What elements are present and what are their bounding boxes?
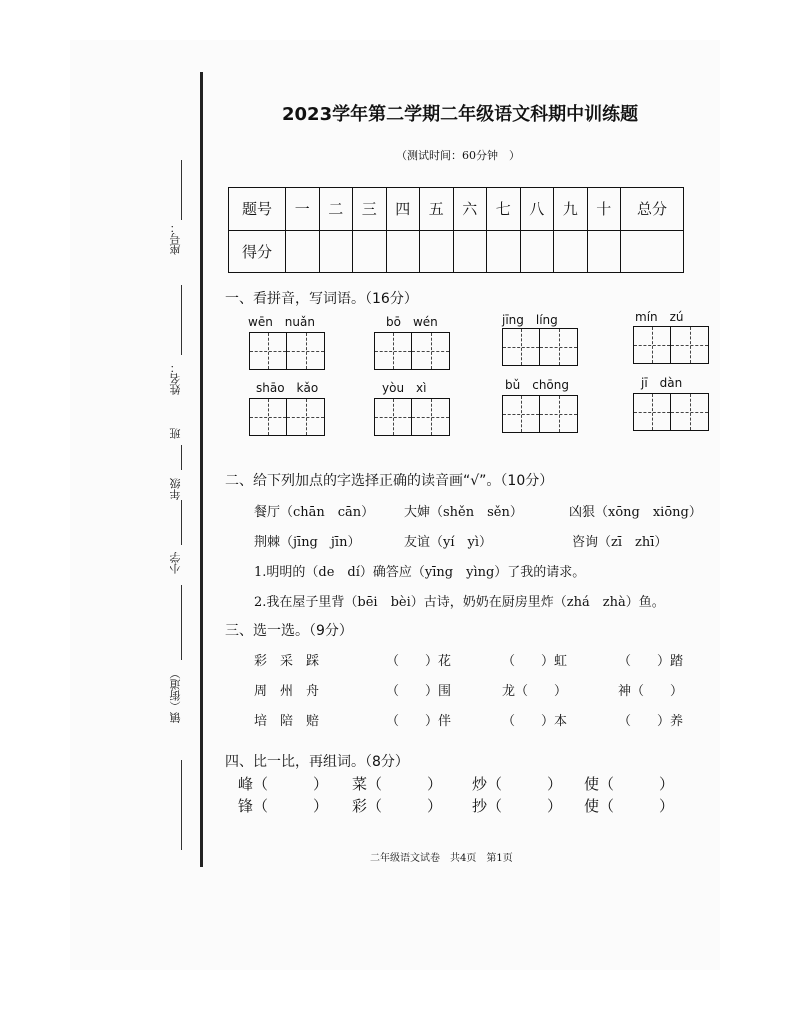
writing-grid[interactable]	[633, 326, 709, 364]
score-cell[interactable]	[386, 230, 420, 273]
writing-grid[interactable]	[249, 398, 325, 436]
score-cell[interactable]	[487, 230, 521, 273]
school-label: 小学	[169, 552, 182, 574]
section1-heading: 一、看拼音，写词语。（16分）	[225, 291, 418, 307]
score-cell[interactable]	[353, 230, 387, 273]
writing-grid[interactable]	[502, 395, 578, 433]
reading-sentence[interactable]: 2.我在屋子里背（bēi bèi）古诗，奶奶在厨房里炸（zhá zhà）鱼。	[254, 595, 665, 610]
score-row-label: 得分	[229, 230, 286, 273]
writing-grid[interactable]	[374, 398, 450, 436]
grade-label: 年级	[169, 478, 182, 500]
writing-grid[interactable]	[633, 393, 709, 431]
choice-blank[interactable]: （ ）伴	[386, 714, 452, 729]
choice-blank[interactable]: （ ）踏	[618, 654, 684, 669]
section2-heading: 二、给下列加点的字选择正确的读音画“√”。（10分）	[225, 473, 554, 489]
pinyin-label: wēn nuǎn	[248, 315, 315, 329]
word-blank[interactable]: 彩（ ）	[352, 797, 443, 815]
score-header-cell: 三	[353, 188, 387, 231]
score-header-row	[229, 188, 684, 231]
choice-chars: 培 陪 赔	[254, 714, 320, 729]
pinyin-label: jīng líng	[502, 313, 558, 327]
pinyin-label: mín zú	[635, 310, 684, 324]
seat-rule	[181, 160, 182, 220]
choice-chars: 周 州 舟	[254, 684, 320, 699]
score-header-cell: 九	[554, 188, 588, 231]
section4-heading: 四、比一比，再组词。（8分）	[225, 754, 409, 770]
writing-grid[interactable]	[249, 332, 325, 370]
score-cell[interactable]	[420, 230, 454, 273]
score-header-cell: 七	[487, 188, 521, 231]
reading-item[interactable]: 餐厅（chān cān）	[254, 505, 375, 520]
score-cell[interactable]	[453, 230, 487, 273]
pinyin-label: yòu xì	[382, 381, 427, 395]
pinyin-label: shāo kǎo	[256, 381, 319, 395]
score-table	[228, 187, 684, 273]
pinyin-label: bǔ chōng	[505, 378, 569, 392]
choice-blank[interactable]: （ ）花	[386, 654, 452, 669]
score-header-cell: 六	[453, 188, 487, 231]
writing-grid[interactable]	[502, 328, 578, 366]
binding-line	[200, 72, 203, 867]
choice-blank[interactable]: 神（ ）	[618, 684, 684, 699]
word-blank[interactable]: 使（ ）	[584, 775, 675, 793]
writing-grid[interactable]	[374, 332, 450, 370]
word-blank[interactable]: 抄（ ）	[472, 797, 563, 815]
score-cell[interactable]	[621, 230, 684, 273]
score-header-cell: 二	[319, 188, 353, 231]
bottom-rule	[181, 760, 182, 850]
word-blank[interactable]: 使（ ）	[584, 797, 675, 815]
class-label: 班	[169, 428, 182, 439]
town-label: 镇（街道）	[169, 668, 182, 723]
choice-chars: 彩 采 踩	[254, 654, 320, 669]
score-header-cell: 五	[420, 188, 454, 231]
score-header-cell: 一	[286, 188, 320, 231]
score-header-cell: 八	[520, 188, 554, 231]
pinyin-label: bō wén	[386, 315, 438, 329]
score-cell[interactable]	[286, 230, 320, 273]
word-blank[interactable]: 峰（ ）	[238, 775, 329, 793]
exam-duration: （测试时间：60分钟 ）	[396, 149, 520, 162]
choice-blank[interactable]: （ ）养	[618, 714, 684, 729]
name-label: 姓名：	[169, 362, 182, 395]
score-header-cell: 四	[386, 188, 420, 231]
reading-item[interactable]: 友谊（yí yì）	[404, 535, 493, 550]
page-footer: 二年级语文试卷 共4页 第1页	[370, 853, 513, 864]
exam-title: 2023学年第二学期二年级语文科期中训练题	[282, 104, 639, 125]
town-rule	[181, 585, 182, 660]
seat-label: 座号：	[169, 222, 182, 255]
choice-blank[interactable]: 龙（ ）	[502, 684, 568, 699]
word-blank[interactable]: 锋（ ）	[238, 797, 329, 815]
reading-item[interactable]: 大婶（shěn sěn）	[404, 505, 523, 520]
score-header-cell: 总分	[621, 188, 684, 231]
choice-blank[interactable]: （ ）本	[502, 714, 568, 729]
pinyin-label: jī dàn	[641, 376, 683, 390]
name-rule	[181, 285, 182, 355]
reading-sentence[interactable]: 1.明明的（de dí）确答应（yīng yìng）了我的请求。	[254, 565, 586, 580]
reading-item[interactable]: 荆棘（jīng jīn）	[254, 535, 361, 550]
reading-item[interactable]: 凶狠（xōng xiōng）	[569, 505, 702, 520]
section3-heading: 三、选一选。（9分）	[225, 623, 353, 639]
word-blank[interactable]: 菜（ ）	[352, 775, 443, 793]
score-cell[interactable]	[554, 230, 588, 273]
word-blank[interactable]: 炒（ ）	[472, 775, 563, 793]
choice-blank[interactable]: （ ）虹	[502, 654, 568, 669]
score-cell[interactable]	[319, 230, 353, 273]
school-rule	[181, 500, 182, 545]
score-value-row	[229, 230, 684, 273]
score-header-cell: 十	[587, 188, 621, 231]
score-cell[interactable]	[520, 230, 554, 273]
score-header-cell: 题号	[229, 188, 286, 231]
choice-blank[interactable]: （ ）围	[386, 684, 452, 699]
reading-item[interactable]: 咨询（zī zhī）	[572, 535, 668, 550]
score-cell[interactable]	[587, 230, 621, 273]
grade-rule	[181, 445, 182, 470]
